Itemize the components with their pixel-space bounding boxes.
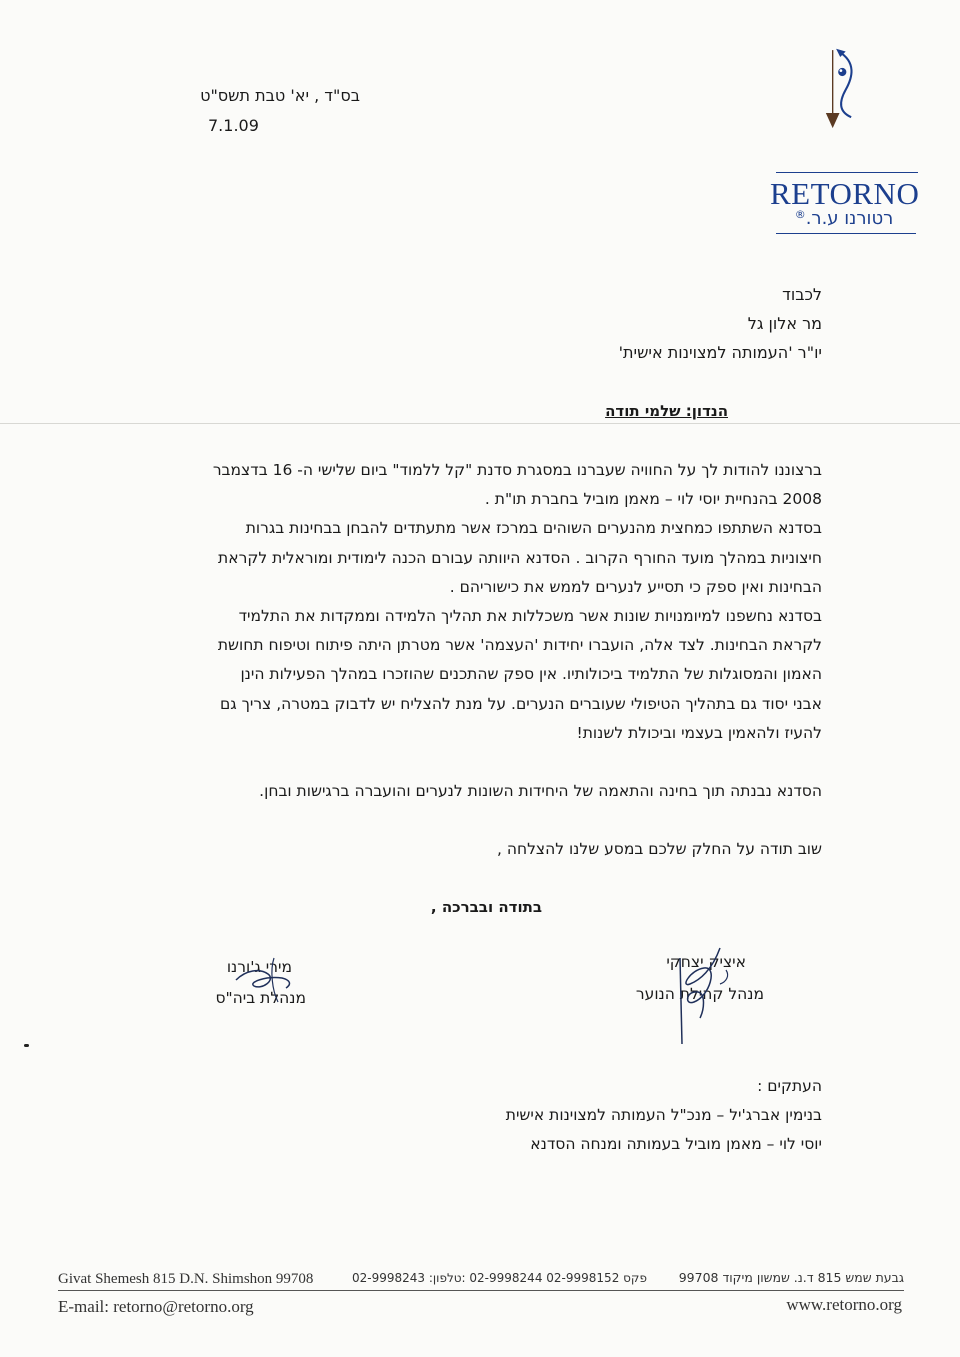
- signer-left-name: מירי ג'ורנו: [226, 958, 292, 976]
- logo-top-rule: [776, 172, 918, 173]
- registered-mark: ®: [794, 208, 806, 221]
- footer-website: www.retorno.org: [786, 1295, 902, 1314]
- body-line: להעיז ולהאמין בעצמי וביכולת לשנות!: [576, 724, 822, 742]
- body-line: האמון והמסוגלות של התלמיד ביכולותיו. אין ספק שהתכנים שהוזכרו במהלך הפעילות הינן: [240, 665, 822, 683]
- closing-line: בתודה ובברכה ,: [430, 898, 542, 916]
- recipient-title: יו"ר 'העמותה למצוינות אישית': [618, 343, 822, 362]
- logo-hebrew-wordmark: [770, 208, 918, 229]
- body-line: בסדנא השתתפו כמחצית מהנערים השוהים במרכז אשר מתעתדים להבחן בבחינות בגרות: [245, 519, 822, 537]
- body-line: לקראת הבחינות. לצד אלה, הועברו יחידות 'העצמה' אשר מטרתן היתה פיתוח וטיפוח תחושת: [217, 636, 822, 654]
- footer-address-english: Givat Shemesh 815 D.N. Shimshon 99708: [58, 1271, 314, 1287]
- logo-wordmark: RETORNO: [770, 176, 920, 211]
- body-line: אבני יסוד גם בתהליך הטיפולי שעוברים הנערים. על מנת להצליח יש לדבוק במטרה, צריך גם: [219, 695, 822, 713]
- footer-address-hebrew: גבעת שמש 815 ד.נ. שמשון מיקוד 99708: [678, 1270, 904, 1285]
- hebrew-date: בס"ד , יא' טבת תשס"ט: [200, 86, 360, 105]
- body-line: 2008 בהנחיית יוסי לוי – מאמן מוביל בחברת תו"ת .: [484, 490, 822, 508]
- ink-speck: [24, 1044, 29, 1047]
- signer-left-title: מנהלת ביה"ס: [215, 989, 306, 1007]
- footer-phones: 02-9998243 :פקס 02-9998152 02-9998244 :טלפון: [352, 1271, 647, 1285]
- footer-rule: [58, 1290, 904, 1291]
- subject-line: הנדון: שלמי תודה: [605, 402, 728, 420]
- recipient-name: מר אלון גל: [747, 314, 822, 333]
- retorno-logo-icon: [770, 46, 920, 176]
- copies-heading: העתקים :: [757, 1077, 822, 1095]
- copies-recipient-1: בנימין אברג'יל – מנכ"ל העמותה למצוינות אישית: [505, 1106, 822, 1124]
- logo-underline: [776, 233, 916, 234]
- signer-right-title: מנהל קהילת הנוער: [635, 985, 764, 1003]
- body-line: הבחינות ואין ספק כי תסייע לנערים לממש את כישוריהם .: [449, 578, 822, 596]
- body-line: חיצוניות במהלך מועד החורף הקרוב . הסדנא היוותה עבורם הכנה לימודית ומוראלית לקראת: [218, 549, 822, 567]
- signature-right-scrawl-icon: [660, 940, 750, 1050]
- signer-right-name: איציק יצחקי: [666, 953, 746, 971]
- signature-left-scrawl-icon: [226, 950, 306, 1010]
- recipient-salutation: לכבוד: [782, 285, 822, 304]
- logo-hebrew-name: רטורנו ע.ר.: [805, 208, 894, 229]
- gregorian-date: 7.1.09: [208, 116, 259, 135]
- paragraph-note: הסדנא נבנתה תוך בחינה והתאמה של היחידות השונות לנערים והועברה ברגישות ובחן.: [259, 782, 822, 800]
- body-line: בסדנא נחשפנו למיומנויות שונות אשר משכללות את תהליך הלמידה וממקדות את התלמיד: [238, 607, 822, 625]
- thanks-line: שוב תודה על החלק שלכם במסע שלנו להצלחה ,: [496, 840, 822, 858]
- paper-fold-line: [0, 423, 960, 424]
- body-line: ברצוננו להודות לך על החוויה שעברנו במסגרת סדנת "קל ללמוד" ביום שלישי ה- 16 בדצמבר: [212, 461, 822, 479]
- copies-recipient-2: יוסי לוי – מאמן מוביל בעמותה ומנחה הסדנא: [530, 1135, 822, 1153]
- footer-email: E-mail: retorno@retorno.org: [58, 1297, 254, 1316]
